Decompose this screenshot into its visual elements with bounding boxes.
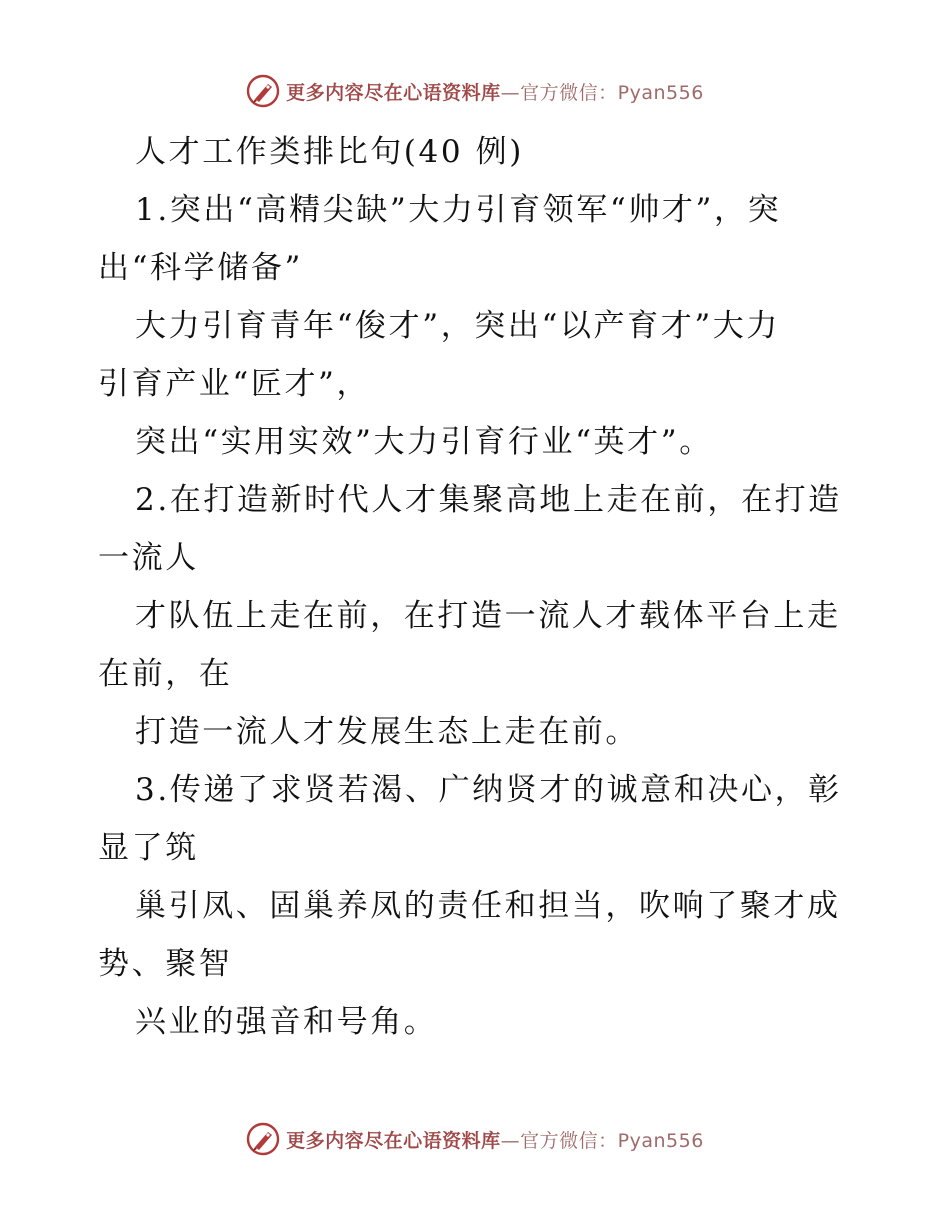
paragraph-line: 势、聚智 <box>98 946 233 982</box>
paragraph-line: 3.传递了求贤若渴、广纳贤才的诚意和决心，彰 <box>135 772 842 808</box>
watermark-text <box>286 78 704 105</box>
paragraph-line: 在前，在 <box>98 656 233 692</box>
document-body <box>98 123 858 1051</box>
watermark-contact: 官方微信：Pyan556 <box>520 1129 704 1152</box>
watermark-text <box>286 1126 704 1153</box>
watermark-separator: — <box>500 81 521 104</box>
paragraph-line: 大力引育青年“俊才”，突出“以产育才”大力 <box>135 308 780 344</box>
watermark-site: 更多内容尽在心语资料库 <box>286 81 501 104</box>
paragraph-line: 打造一流人才发展生态上走在前。 <box>135 714 639 750</box>
watermark-site: 更多内容尽在心语资料库 <box>286 1129 501 1152</box>
watermark-separator: — <box>500 1129 521 1152</box>
header-watermark <box>0 73 950 109</box>
footer-watermark <box>0 1121 950 1157</box>
document-title: 人才工作类排比句(40 例) <box>135 134 524 170</box>
watermark-contact: 官方微信：Pyan556 <box>520 81 704 104</box>
paragraph-line: 1.突出“高精尖缺”大力引育领军“帅才”，突 <box>135 192 782 228</box>
paragraph-line: 出“科学储备” <box>98 250 303 286</box>
paragraph-line: 突出“实用实效”大力引育行业“英才”。 <box>135 424 713 460</box>
pen-logo-icon <box>246 74 280 108</box>
paragraph-line: 才队伍上走在前，在打造一流人才载体平台上走 <box>135 598 841 634</box>
paragraph-line: 2.在打造新时代人才集聚高地上走在前，在打造 <box>135 482 842 518</box>
pen-logo-icon <box>246 1122 280 1156</box>
paragraph-line: 显了筑 <box>98 830 199 866</box>
paragraph-line: 兴业的强音和号角。 <box>135 1004 438 1040</box>
paragraph-line: 引育产业“匠才”， <box>98 366 371 402</box>
paragraph-line: 巢引凤、固巢养凤的责任和担当，吹响了聚才成 <box>135 888 841 924</box>
paragraph-line: 一流人 <box>98 540 199 576</box>
